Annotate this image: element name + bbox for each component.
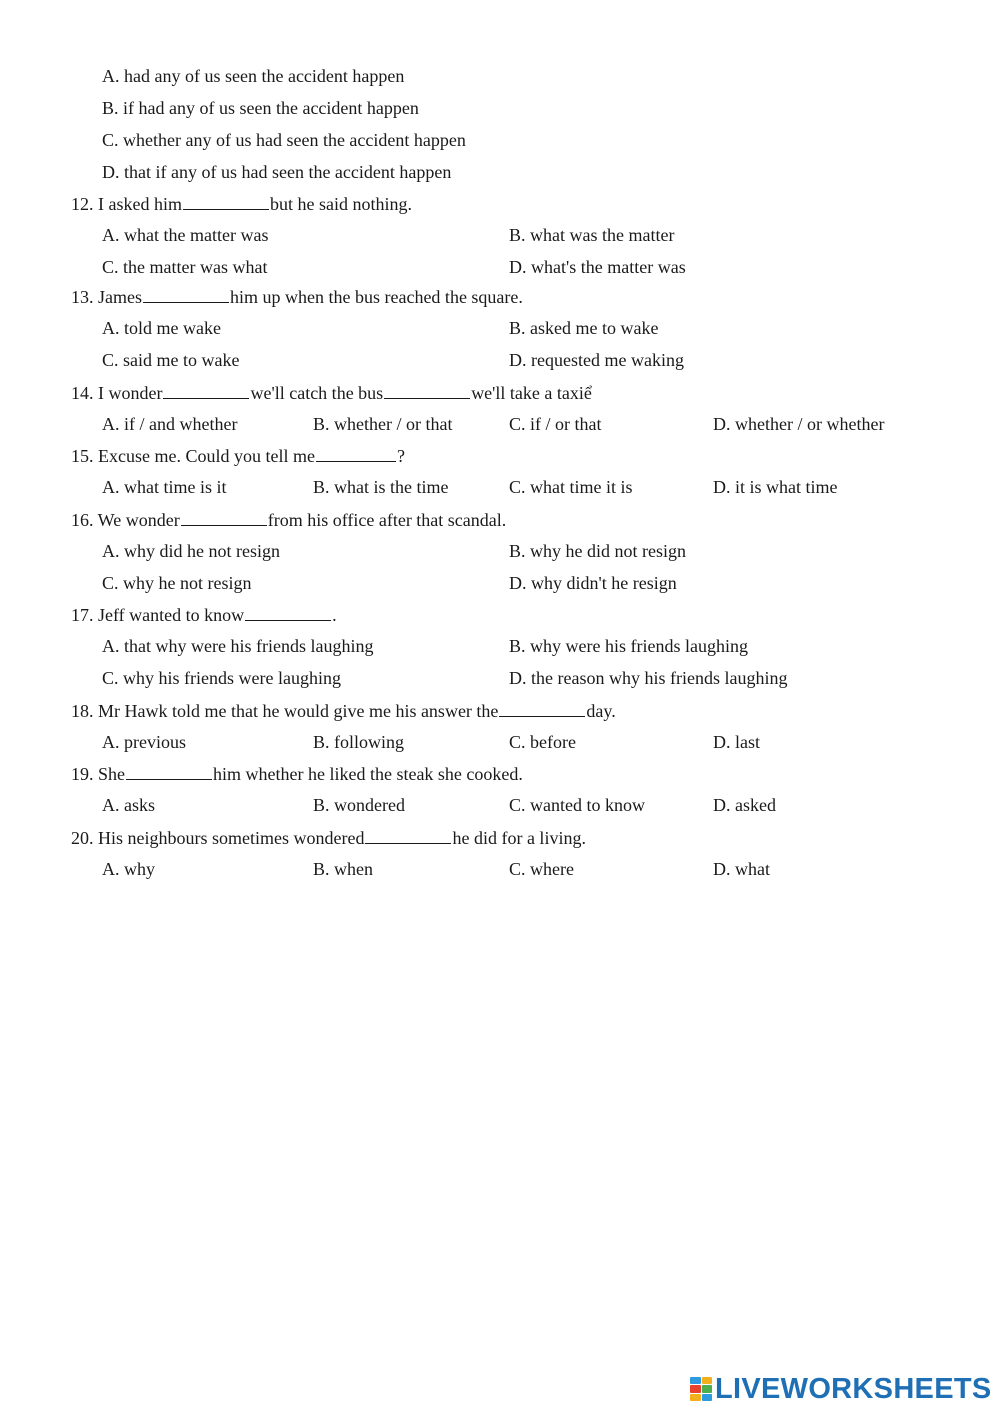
q15-option-a[interactable]: A. what time is it: [102, 477, 227, 497]
q14-blank-1[interactable]: [163, 380, 249, 399]
q19-option-c[interactable]: C. wanted to know: [509, 795, 645, 815]
q15-stem-start: 15. Excuse me. Could you tell me: [71, 446, 315, 466]
q12-option-d[interactable]: D. what's the matter was: [509, 257, 686, 277]
q18-stem-end: day.: [586, 701, 616, 721]
q17-option-d[interactable]: D. the reason why his friends laughing: [509, 668, 788, 688]
q17-option-c[interactable]: C. why his friends were laughing: [102, 668, 341, 688]
q18-options-row: [0, 730, 999, 754]
q12-option-c[interactable]: C. the matter was what: [102, 257, 268, 277]
q13-options-row-2: [0, 348, 999, 372]
q11-option-a-row: [0, 64, 999, 88]
q16-option-b[interactable]: B. why he did not resign: [509, 541, 686, 561]
q14-stem-end: we'll take a taxiể: [471, 383, 592, 403]
q16-options-row-2: [0, 571, 999, 595]
q19-option-b[interactable]: B. wondered: [313, 795, 405, 815]
q16-stem-start: 16. We wonder: [71, 510, 180, 530]
q15-stem: [0, 443, 999, 467]
q17-blank[interactable]: [245, 602, 331, 621]
q18-option-b[interactable]: B. following: [313, 732, 405, 752]
q11-option-b[interactable]: B. if had any of us seen the accident happen: [102, 98, 419, 118]
q11-option-d-row: [0, 160, 999, 184]
q13-stem: [0, 284, 999, 308]
q16-option-d[interactable]: D. why didn't he resign: [509, 573, 677, 593]
q20-stem-end: he did for a living.: [452, 828, 586, 848]
q20-option-b[interactable]: B. when: [313, 859, 373, 879]
q15-options-row: [0, 475, 999, 499]
q12-stem: [0, 191, 999, 215]
q14-option-d[interactable]: D. whether / or whether: [713, 414, 885, 434]
q15-option-b[interactable]: B. what is the time: [313, 477, 449, 497]
q13-blank[interactable]: [143, 284, 229, 303]
liveworksheets-logo-text: LIVEWORKSHEETS: [715, 1372, 992, 1405]
liveworksheets-logo-icon: [690, 1377, 712, 1401]
q17-stem: [0, 602, 999, 626]
q12-blank[interactable]: [183, 191, 269, 210]
q15-blank[interactable]: [316, 443, 396, 462]
q18-stem-start: 18. Mr Hawk told me that he would give me his answer the: [71, 701, 499, 721]
q17-options-row-1: [0, 634, 999, 658]
q16-options-row-1: [0, 539, 999, 563]
q11-option-c-row: [0, 128, 999, 152]
q17-option-a[interactable]: A. that why were his friends laughing: [102, 636, 374, 656]
q14-option-a[interactable]: A. if / and whether: [102, 414, 238, 434]
q11-option-c[interactable]: C. whether any of us had seen the accident happen: [102, 130, 466, 150]
q20-option-c[interactable]: C. where: [509, 859, 574, 879]
q15-stem-end: ?: [396, 446, 405, 466]
q17-stem-end: .: [332, 605, 337, 625]
q16-option-a[interactable]: A. why did he not resign: [102, 541, 280, 561]
q13-options-row-1: [0, 316, 999, 340]
q17-stem-start: 17. Jeff wanted to know: [71, 605, 245, 625]
q19-option-d[interactable]: D. asked: [713, 795, 776, 815]
q18-option-c[interactable]: C. before: [509, 732, 576, 752]
q12-stem-start: 12. I asked him: [71, 194, 182, 214]
q14-stem-middle: we'll catch the bus: [250, 383, 384, 403]
q18-option-a[interactable]: A. previous: [102, 732, 186, 752]
q16-stem: [0, 507, 999, 531]
q16-option-c[interactable]: C. why he not resign: [102, 573, 252, 593]
q17-option-b[interactable]: B. why were his friends laughing: [509, 636, 748, 656]
q12-options-row-2: [0, 255, 999, 279]
q12-option-a[interactable]: A. what the matter was: [102, 225, 269, 245]
q20-option-d[interactable]: D. what: [713, 859, 770, 879]
q18-option-d[interactable]: D. last: [713, 732, 760, 752]
q19-blank[interactable]: [126, 761, 212, 780]
q12-options-row-1: [0, 223, 999, 247]
q14-options-row: [0, 412, 999, 436]
q19-stem: [0, 761, 999, 785]
q18-blank[interactable]: [499, 698, 585, 717]
q19-option-a[interactable]: A. asks: [102, 795, 155, 815]
liveworksheets-logo[interactable]: [690, 1372, 992, 1406]
q14-option-c[interactable]: C. if / or that: [509, 414, 602, 434]
q14-stem: [0, 380, 999, 404]
q15-option-d[interactable]: D. it is what time: [713, 477, 838, 497]
q13-option-b[interactable]: B. asked me to wake: [509, 318, 659, 338]
q13-stem-start: 13. James: [71, 287, 142, 307]
q11-option-b-row: [0, 96, 999, 120]
q11-option-a[interactable]: A. had any of us seen the accident happen: [102, 66, 405, 86]
q18-stem: [0, 698, 999, 722]
q12-option-b[interactable]: B. what was the matter: [509, 225, 675, 245]
q13-option-d[interactable]: D. requested me waking: [509, 350, 684, 370]
q14-blank-2[interactable]: [384, 380, 470, 399]
q12-stem-end: but he said nothing.: [269, 194, 412, 214]
q15-option-c[interactable]: C. what time it is: [509, 477, 633, 497]
q19-options-row: [0, 793, 999, 817]
q19-stem-end: him whether he liked the steak she cooked.: [213, 764, 523, 784]
q19-stem-start: 19. She: [71, 764, 125, 784]
q13-option-a[interactable]: A. told me wake: [102, 318, 221, 338]
q14-stem-start: 14. I wonder: [71, 383, 163, 403]
q13-option-c[interactable]: C. said me to wake: [102, 350, 240, 370]
q14-option-b[interactable]: B. whether / or that: [313, 414, 453, 434]
q16-stem-end: from his office after that scandal.: [267, 510, 507, 530]
q20-blank[interactable]: [365, 825, 451, 844]
q20-stem-start: 20. His neighbours sometimes wondered: [71, 828, 365, 848]
q11-option-d[interactable]: D. that if any of us had seen the accident happen: [102, 162, 452, 182]
q20-options-row: [0, 857, 999, 881]
q20-option-a[interactable]: A. why: [102, 859, 155, 879]
q20-stem: [0, 825, 999, 849]
q17-options-row-2: [0, 666, 999, 690]
q13-stem-end: him up when the bus reached the square.: [230, 287, 523, 307]
q16-blank[interactable]: [181, 507, 267, 526]
